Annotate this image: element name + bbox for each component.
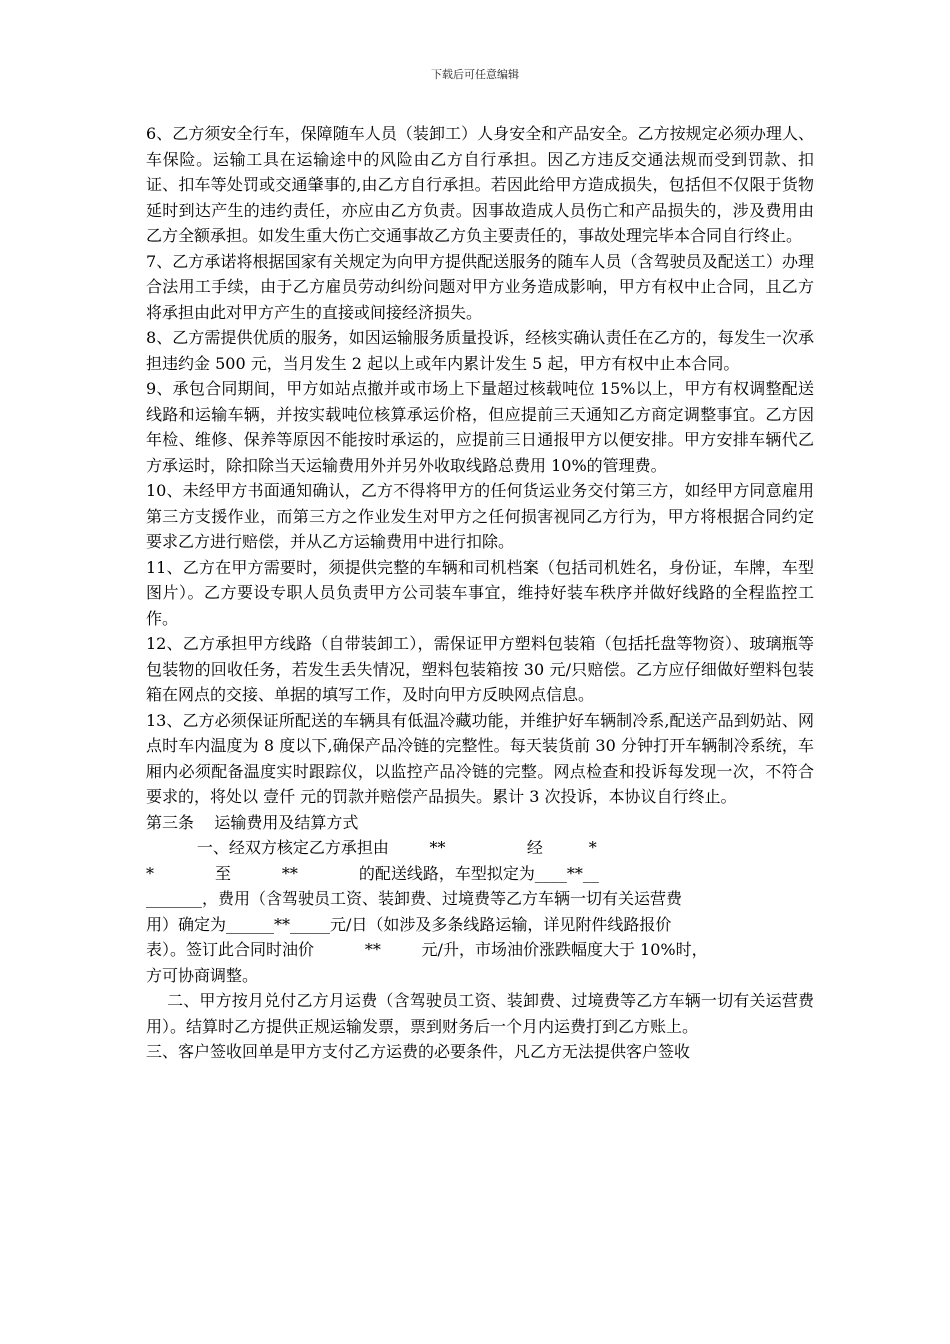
fee-clause-2: 二、甲方按月兑付乙方月运费（含驾驶员工资、装卸费、过境费等乙方车辆一切有关运营费用）。结算时乙方提供正规运输发票，票到财务后一个月内运费打到乙方账上。 [146,991,814,1036]
fee-clause-1-line: 用）确定为______**_____元/日（如涉及多条线路运输，详见附件线路报价 [146,914,672,934]
fee-clause-1-line: 一、经双方核定乙方承担由 ** 经 * [146,838,597,857]
fee-clause-1-line: _______，费用（含驾驶员工资、装卸费、过境费等乙方车辆一切有关运营费 [146,889,683,908]
clause-9: 9、承包合同期间，甲方如站点撤并或市场上下量超过核载吨位 15%以上，甲方有权调整配送线路和运输车辆，并按实载吨位核算承运价格，但应提前三天通知乙方商定调整事宜。乙方因年检、维修、保养等原因不能按时承运的，应提前三日通报甲方以便安排。甲方安排车辆代乙方承运时，除扣除当天运输费用外并另外收取线路总费用 10%的管理费。 [146,379,814,475]
fee-clause-1 [146,835,814,988]
document-body [146,121,814,1065]
clause-10: 10、未经甲方书面通知确认，乙方不得将甲方的任何货运业务交付第三方，如经甲方同意雇用第三方支援作业，而第三方之作业发生对甲方之任何损害视同乙方行为，甲方将根据合同约定要求乙方进行赔偿，并从乙方运输费用中进行扣除。 [146,481,814,551]
fee-clause-1-line: 表）。签订此合同时油价 ** 元/升，市场油价涨跌幅度大于 10%时， [146,940,708,959]
clause-13: 13、乙方必须保证所配送的车辆具有低温冷藏功能，并维护好车辆制冷系,配送产品到奶站、网点时车内温度为 8 度以下,确保产品冷链的完整性。每天装货前 30 分钟打开车辆制冷系统，车厢内必须配备温度实时跟踪仪，以监控产品冷链的完整。网点检查和投诉每发现一次，不符合要求的，将处以 壹仟 元的罚款并赔偿产品损失。累计 3 次投诉，本协议自行终止。 [146,710,814,806]
clause-11: 11、乙方在甲方需要时，须提供完整的车辆和司机档案（包括司机姓名，身份证，车牌，车型图片）。乙方要设专职人员负责甲方公司装车事宜，维持好装车秩序并做好线路的全程监控工作。 [146,557,814,628]
clause-7: 7、乙方承诺将根据国家有关规定为向甲方提供配送服务的随车人员（含驾驶员及配送工）办理合法用工手续，由于乙方雇员劳动纠纷问题对甲方业务造成影响，甲方有权中止合同，且乙方将承担由此对甲方产生的直接或间接经济损失。 [146,251,814,322]
fee-clause-1-line: 方可协商调整。 [146,965,259,985]
page-header: 下载后可任意编辑 [431,68,519,81]
clause-6: 6、乙方须安全行车，保障随车人员（装卸工）人身安全和产品安全。乙方按规定必须办理人、车保险。运输工具在运输途中的风险由乙方自行承担。因乙方违反交通法规而受到罚款、扣证、扣车等处罚或交通肇事的,由乙方自行承担。若因此给甲方造成损失，包括但不仅限于货物延时到达产生的违约责任，亦应由乙方负责。因事故造成人员伤亡和产品损失的，涉及费用由乙方全额承担。如发生重大伤亡交通事故乙方负主要责任的，事故处理完毕本合同自行终止。 [146,124,814,245]
clause-12: 12、乙方承担甲方线路（自带装卸工），需保证甲方塑料包装箱（包括托盘等物资）、玻璃瓶等包装物的回收任务，若发生丢失情况，塑料包装箱按 30 元/只赔偿。乙方应仔细做好塑料包装箱在网点的交接、单据的填写工作，及时向甲方反映网点信息。 [146,634,814,704]
clause-8: 8、乙方需提供优质的服务，如因运输服务质量投诉，经核实确认责任在乙方的，每发生一次承担违约金 500 元，当月发生 2 起以上或年内累计发生 5 起，甲方有权中止本合同。 [146,328,814,373]
fee-clause-3: 三、客户签收回单是甲方支付乙方运费的必要条件，凡乙方无法提供客户签收 [146,1042,691,1061]
fee-clause-1-line: * 至 ** 的配送线路，车型拟定为____**__ [146,863,599,883]
article-3-heading: 第三条 运输费用及结算方式 [146,812,359,832]
